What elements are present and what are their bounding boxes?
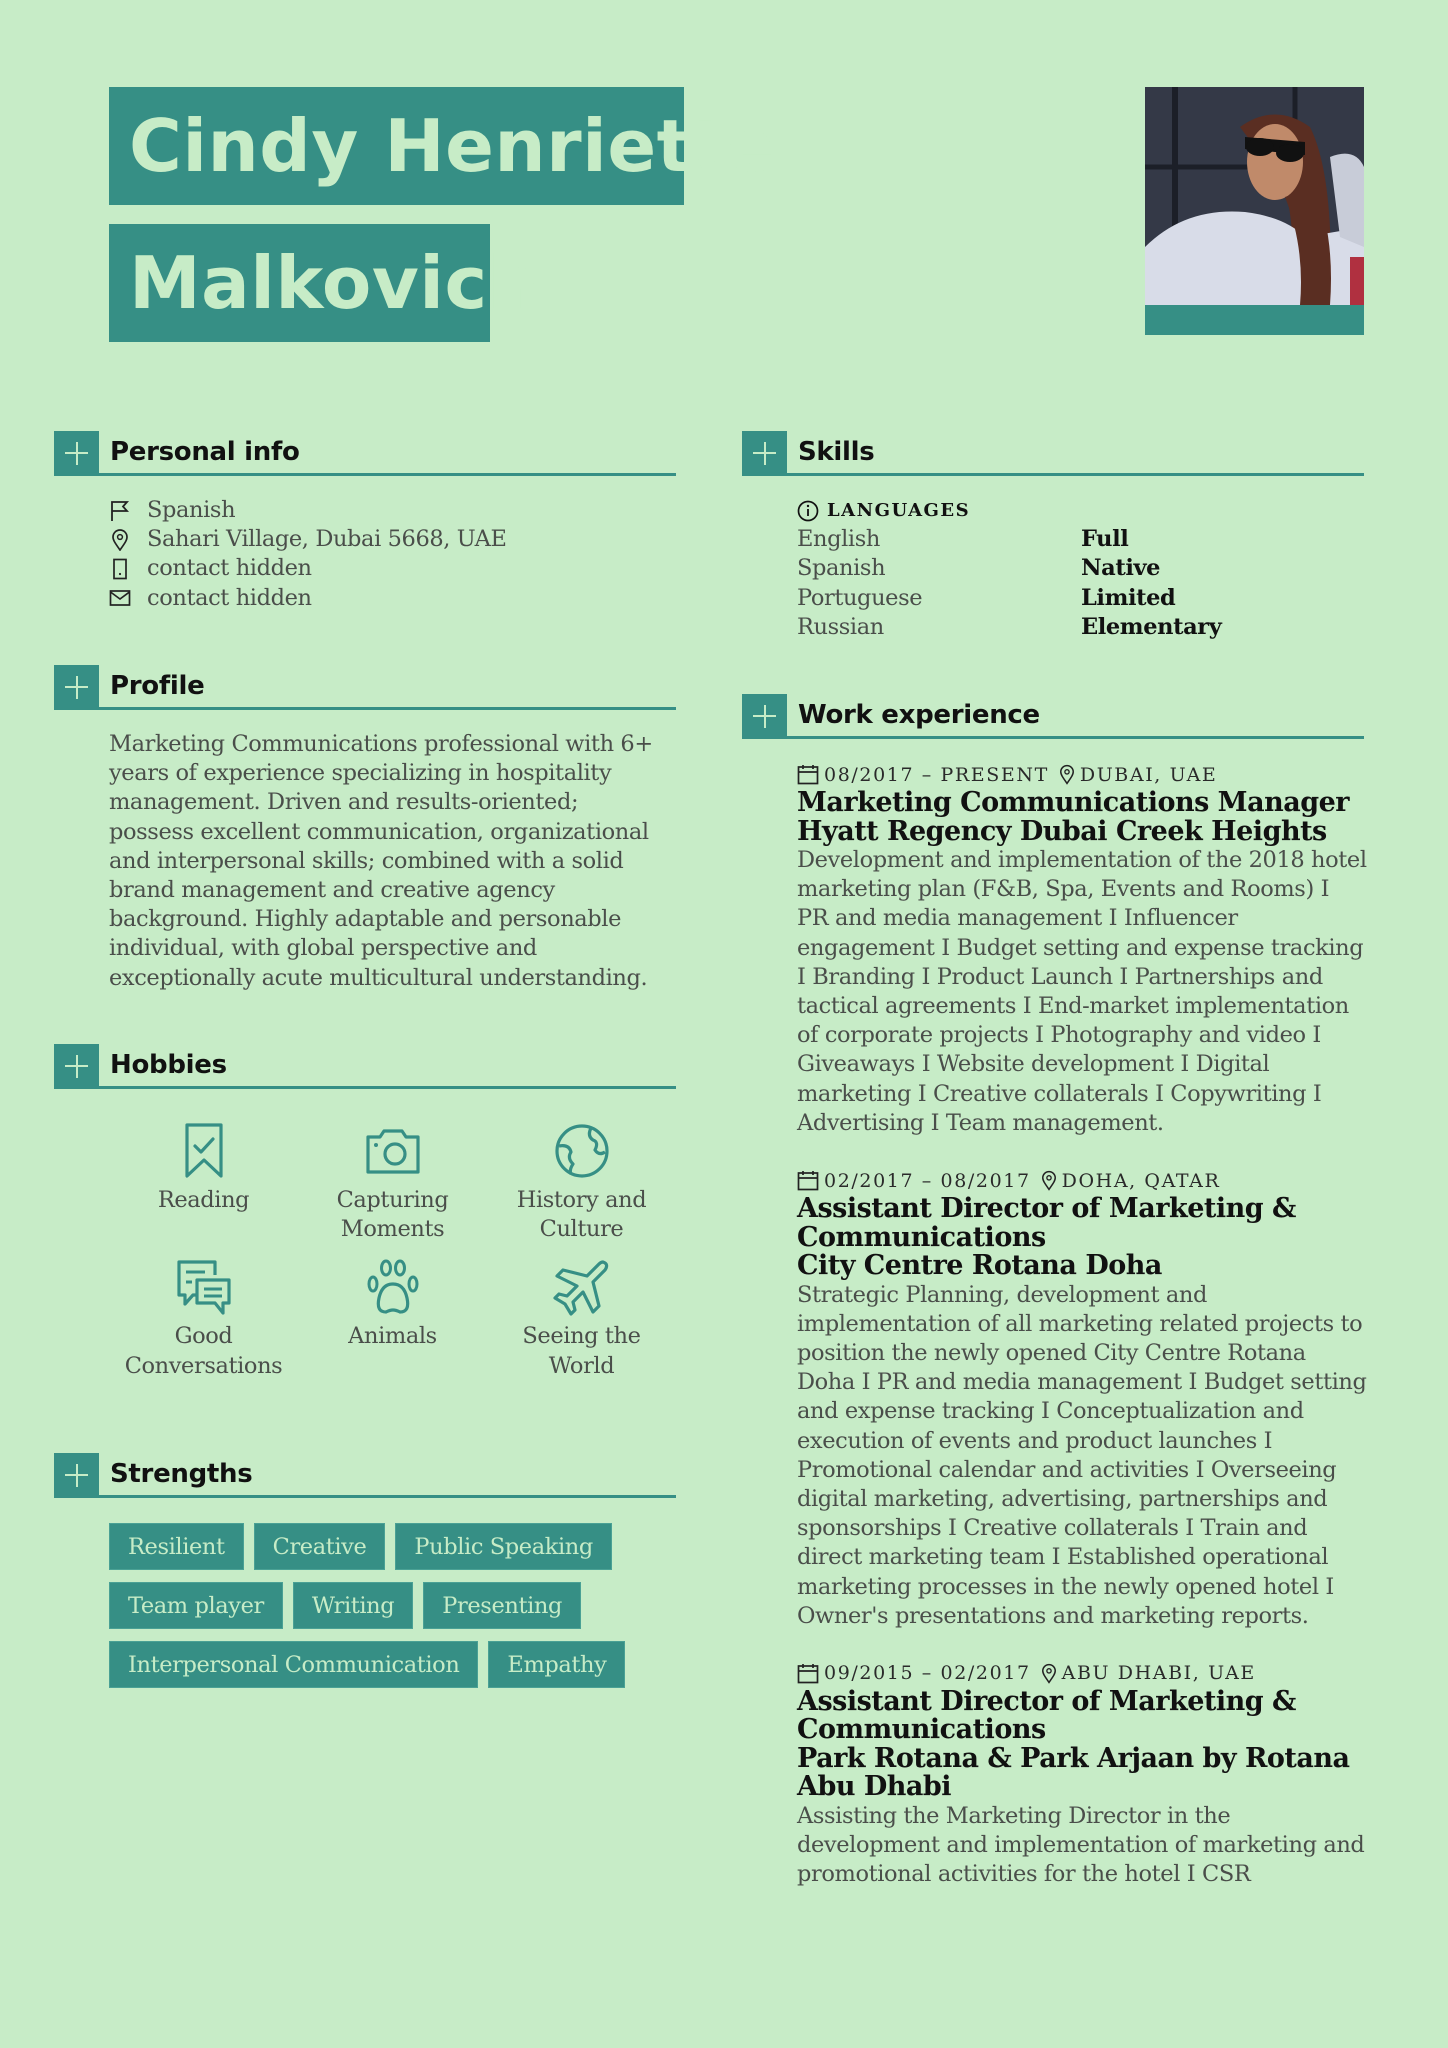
chat-bubbles-icon — [174, 1256, 234, 1318]
hobby-label: Good Conversations — [124, 1323, 283, 1379]
languages-heading — [797, 496, 1364, 525]
language-row — [797, 525, 1364, 554]
job-entry — [797, 1659, 1367, 1890]
job-dates: 09/2015 – 02/2017 — [824, 1662, 1031, 1685]
hobby-label: Reading — [157, 1187, 250, 1213]
calendar-icon — [797, 1663, 819, 1684]
job-description: Development and implementation of the 2018 hotel marketing plan (F&B, Spa, Events and Rooms) I PR and media management I Influencer engagement I Budget setting and expense tracking I Branding I Product Launch I Partnerships and tactical agreements I End-market implementation of corporate projects I Photography and video I Giveaways I Website development I Digital marketing I Creative collaterals I Copywriting I Advertising I Team management. — [797, 847, 1367, 1136]
hobby-item — [487, 1256, 676, 1380]
section-header-hobbies — [54, 1043, 676, 1089]
language-name: English — [797, 526, 880, 553]
work-experience-list — [797, 760, 1367, 1918]
strength-tag: Creative — [254, 1523, 386, 1570]
language-level: Native — [1081, 555, 1161, 582]
language-row — [797, 613, 1364, 642]
hobby-label: Animals — [348, 1323, 437, 1350]
plus-icon — [742, 431, 787, 476]
profile-photo — [1145, 87, 1364, 335]
section-title: Personal info — [110, 436, 300, 467]
personal-info-email: contact hidden — [147, 584, 312, 611]
job-meta — [797, 760, 1367, 789]
strength-tag: Writing — [293, 1582, 413, 1629]
location-pin-icon — [1041, 1170, 1057, 1191]
language-name: Portuguese — [797, 584, 923, 611]
job-entry — [797, 1166, 1367, 1631]
job-description: Assisting the Marketing Director in the development and implementation of marketing and promotional activities for the hotel I CSR — [797, 1802, 1365, 1888]
section-header-strengths — [54, 1452, 676, 1498]
strength-tag: Presenting — [423, 1582, 581, 1629]
language-level: Elementary — [1081, 613, 1222, 640]
personal-info-list — [109, 496, 507, 613]
section-title: Hobbies — [110, 1049, 227, 1080]
strength-tag: Public Speaking — [395, 1523, 611, 1570]
job-meta — [797, 1659, 1367, 1688]
portrait-image — [1145, 87, 1364, 305]
location-pin-icon — [109, 528, 131, 552]
globe-icon — [552, 1120, 612, 1182]
plus-icon — [54, 665, 99, 710]
job-company: City Centre Rotana Doha — [797, 1250, 1162, 1282]
job-company: Park Rotana & Park Arjaan by Rotana Abu Dhabi — [797, 1742, 1350, 1803]
personal-info-item — [109, 525, 507, 554]
strength-tag: Interpersonal Communication — [109, 1641, 478, 1688]
job-title: Assistant Director of Marketing & Communications — [797, 1685, 1296, 1746]
language-name: Russian — [797, 613, 884, 640]
job-description: Strategic Planning, development and implementation of all marketing related projects to position the newly opened City Centre Rotana Doha I PR and media management I Budget setting and expense tracking I Conceptualization and execution of events and product launches I Promotional calendar and activities I Overseeing digital marketing, advertising, partnerships and sponsorships I Creative collaterals I Train and direct marketing team I Established operational marketing processes in the newly opened hotel I Owner's presentations and marketing reports. — [797, 1281, 1367, 1629]
strengths-tags — [109, 1523, 676, 1688]
hobby-item — [109, 1256, 298, 1380]
paw-icon — [363, 1256, 423, 1318]
plus-icon — [742, 694, 787, 739]
language-name: Spanish — [797, 555, 886, 582]
calendar-icon — [797, 764, 819, 785]
job-meta — [797, 1166, 1367, 1195]
personal-info-item — [109, 584, 507, 613]
personal-info-item — [109, 554, 507, 583]
job-company: Hyatt Regency Dubai Creek Heights — [797, 815, 1327, 847]
phone-icon — [109, 557, 131, 581]
plus-icon — [54, 1453, 99, 1498]
job-location: DOHA, QATAR — [1061, 1169, 1221, 1192]
calendar-icon — [797, 1170, 819, 1191]
section-title: Profile — [110, 670, 205, 701]
hobby-item — [487, 1120, 676, 1244]
language-row — [797, 584, 1364, 613]
job-location: DUBAI, UAE — [1079, 763, 1218, 786]
job-location: ABU DHABI, UAE — [1061, 1662, 1256, 1685]
flag-icon — [109, 499, 131, 523]
strength-tag: Team player — [109, 1582, 283, 1629]
name-line-2: Malkovich — [109, 224, 490, 342]
job-title: Assistant Director of Marketing & Communications — [797, 1193, 1296, 1253]
language-level: Full — [1081, 526, 1129, 553]
personal-info-language: Spanish — [147, 497, 236, 523]
hobby-label: Capturing Moments — [336, 1187, 449, 1243]
airplane-icon — [552, 1256, 612, 1318]
hobby-item — [109, 1120, 298, 1244]
location-pin-icon — [1041, 1663, 1057, 1684]
hobby-label: History and Culture — [516, 1187, 647, 1243]
section-header-personal-info — [54, 430, 676, 476]
skills-languages — [797, 496, 1364, 642]
job-title: Marketing Communications Manager — [797, 787, 1349, 818]
hobby-item — [298, 1120, 487, 1244]
location-pin-icon — [1059, 764, 1075, 785]
hobby-item — [298, 1256, 487, 1380]
languages-label: LANGUAGES — [827, 500, 971, 521]
language-level: Limited — [1081, 584, 1176, 611]
section-title: Work experience — [798, 699, 1040, 730]
section-header-profile — [54, 664, 676, 710]
personal-info-phone: contact hidden — [147, 555, 312, 582]
section-title: Strengths — [110, 1458, 253, 1489]
hobbies-grid — [109, 1120, 676, 1381]
plus-icon — [54, 1044, 99, 1089]
job-entry — [797, 760, 1367, 1138]
envelope-icon — [109, 586, 131, 610]
profile-summary: Marketing Communications professional with 6+ years of experience specializing in hospitality management. Driven and results-oriented; possess excellent communication, organizational and interpersonal skills; combined with a solid brand management and creative agency background. Highly adaptable and personable individual, with global perspective and exceptionally acute multicultural understanding. — [109, 731, 653, 991]
strength-tag: Empathy — [488, 1641, 625, 1688]
section-header-work-experience — [742, 693, 1364, 739]
name-line-1: Cindy Henriette — [109, 87, 684, 205]
section-title: Skills — [798, 436, 875, 467]
personal-info-item — [109, 496, 507, 525]
language-row — [797, 554, 1364, 583]
hobby-label: Seeing the World — [522, 1323, 641, 1379]
job-dates: 02/2017 – 08/2017 — [824, 1169, 1031, 1192]
personal-info-address: Sahari Village, Dubai 5668, UAE — [147, 526, 507, 553]
plus-icon — [54, 431, 99, 476]
info-icon — [797, 500, 819, 522]
strength-tag: Resilient — [109, 1523, 244, 1570]
section-header-skills — [742, 430, 1364, 476]
camera-icon — [363, 1120, 423, 1182]
bookmark-check-icon — [174, 1120, 234, 1182]
job-dates: 08/2017 – PRESENT — [824, 763, 1049, 786]
